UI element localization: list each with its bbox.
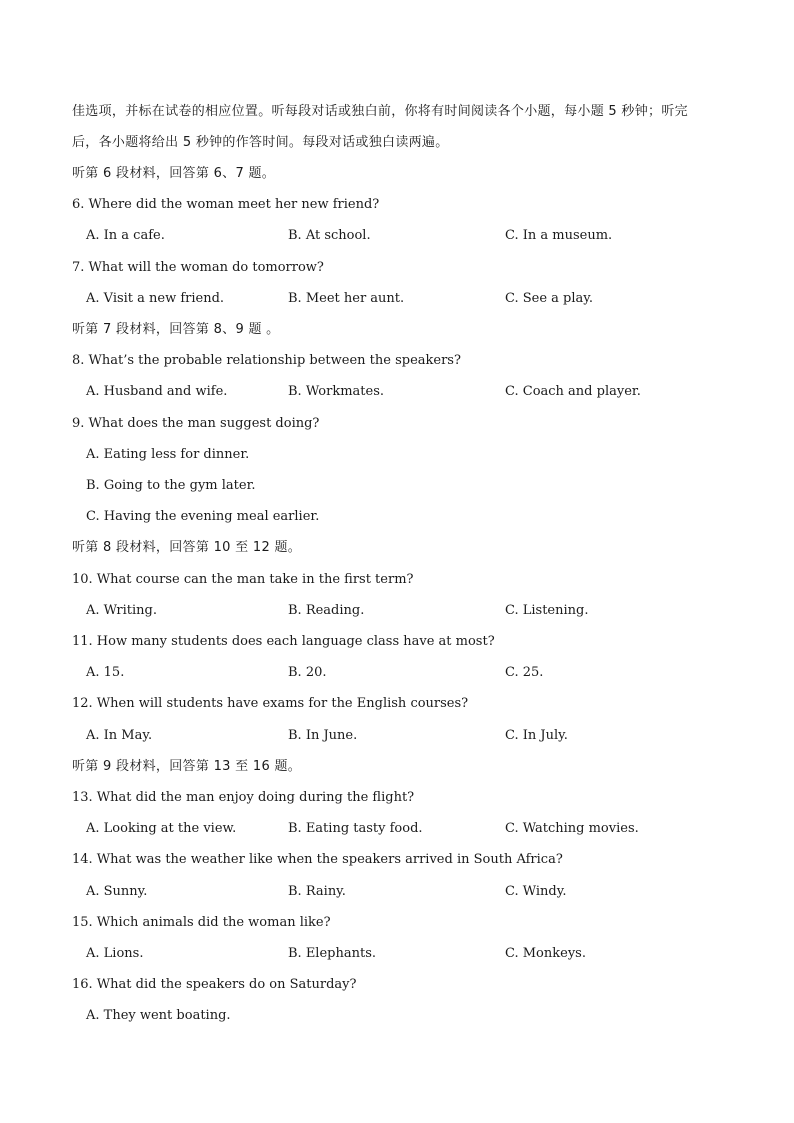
question-13: 13. What did the man enjoy doing during the flight? (72, 790, 415, 805)
q14-option-c: C. Windy. (505, 884, 567, 899)
question-6: 6. Where did the woman meet her new friend? (72, 197, 380, 212)
q8-option-c: C. Coach and player. (505, 384, 641, 399)
q6-option-a: A. In a cafe. (86, 228, 165, 243)
q9-option-a: A. Eating less for dinner. (86, 447, 250, 462)
q11-option-c: C. 25. (505, 665, 544, 680)
q12-option-a: A. In May. (86, 728, 153, 743)
q11-option-b: B. 20. (288, 665, 327, 680)
section-heading-6: 听第 6 段材料，回答第 6、7 题。 (72, 166, 276, 181)
q6-option-b: B. At school. (288, 228, 371, 243)
q10-option-c: C. Listening. (505, 603, 589, 618)
q9-option-c: C. Having the evening meal earlier. (86, 509, 320, 524)
q10-option-b: B. Reading. (288, 603, 365, 618)
q12-option-b: B. In June. (288, 728, 358, 743)
section-heading-8: 听第 8 段材料，回答第 10 至 12 题。 (72, 540, 302, 555)
q15-option-b: B. Elephants. (288, 946, 377, 961)
q15-option-a: A. Lions. (86, 946, 144, 961)
q11-option-a: A. 15. (86, 665, 125, 680)
question-9: 9. What does the man suggest doing? (72, 416, 320, 431)
q8-option-a: A. Husband and wife. (86, 384, 228, 399)
question-7: 7. What will the woman do tomorrow? (72, 260, 324, 275)
q14-option-b: B. Rainy. (288, 884, 346, 899)
question-12: 12. When will students have exams for the English courses? (72, 696, 469, 711)
instructions-line-2: 后，各小题将给出 5 秒钟的作答时间。每段对话或独白读两遍。 (72, 135, 449, 150)
q7-option-a: A. Visit a new friend. (86, 291, 225, 306)
q6-option-c: C. In a museum. (505, 228, 613, 243)
q13-option-a: A. Looking at the view. (86, 821, 237, 836)
question-8: 8. What’s the probable relationship between the speakers? (72, 353, 461, 368)
q10-option-a: A. Writing. (86, 603, 158, 618)
q16-option-a: A. They went boating. (86, 1008, 231, 1023)
question-10: 10. What course can the man take in the first term? (72, 572, 414, 587)
question-11: 11. How many students does each language class have at most? (72, 634, 495, 649)
question-16: 16. What did the speakers do on Saturday? (72, 977, 357, 992)
q15-option-c: C. Monkeys. (505, 946, 586, 961)
section-heading-7: 听第 7 段材料，回答第 8、9 题 。 (72, 322, 280, 337)
section-heading-9: 听第 9 段材料，回答第 13 至 16 题。 (72, 759, 302, 774)
q14-option-a: A. Sunny. (86, 884, 148, 899)
q7-option-b: B. Meet her aunt. (288, 291, 405, 306)
question-14: 14. What was the weather like when the speakers arrived in South Africa? (72, 852, 563, 867)
instructions-line-1: 佳选项，并标在试卷的相应位置。听每段对话或独白前，你将有时间阅读各个小题，每小题 5 秒钟；听完 (72, 104, 688, 119)
q9-option-b: B. Going to the gym later. (86, 478, 256, 493)
q12-option-c: C. In July. (505, 728, 568, 743)
q13-option-c: C. Watching movies. (505, 821, 639, 836)
q8-option-b: B. Workmates. (288, 384, 385, 399)
question-15: 15. Which animals did the woman like? (72, 915, 331, 930)
q7-option-c: C. See a play. (505, 291, 594, 306)
q13-option-b: B. Eating tasty food. (288, 821, 423, 836)
